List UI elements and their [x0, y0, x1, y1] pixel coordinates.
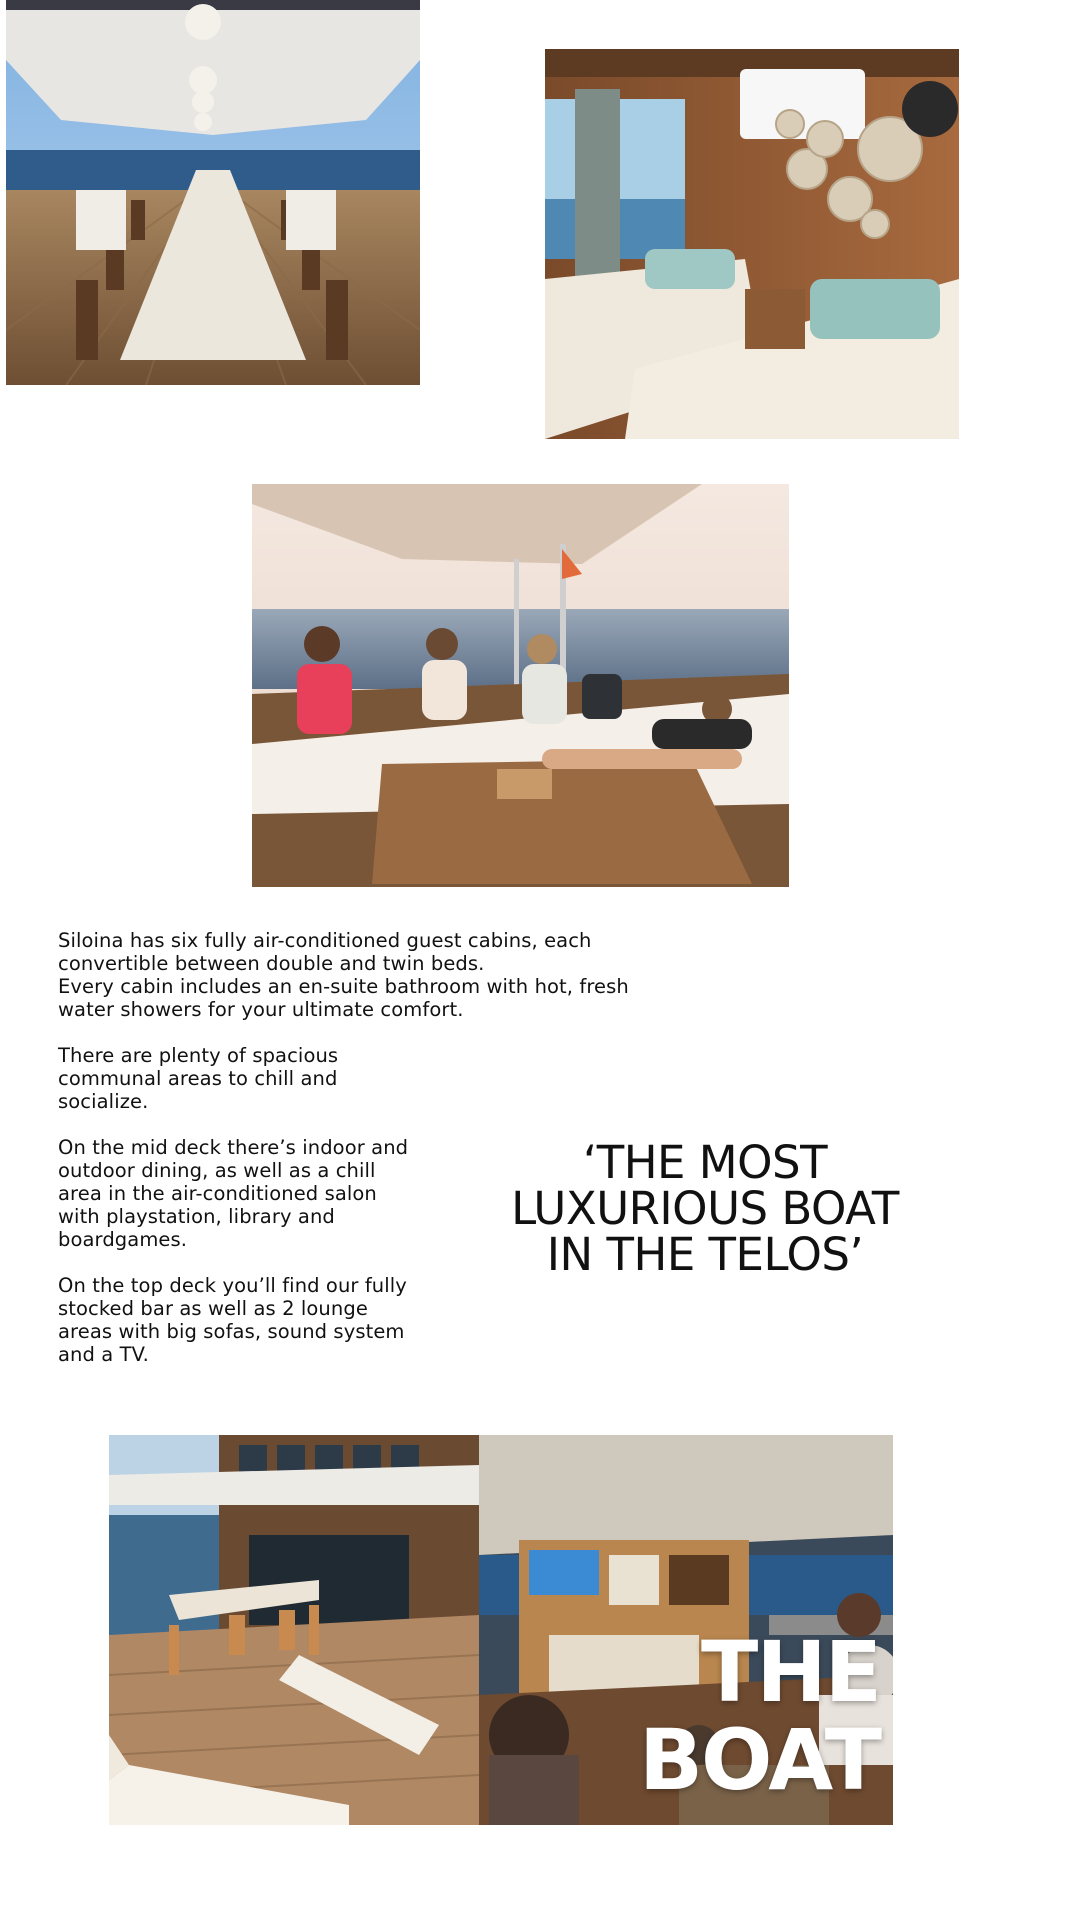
- intro-line-bathroom: Every cabin includes an en-suite bathroom with hot, fresh water showers for your ultimate comfort.: [58, 975, 629, 1021]
- deck-chairs-photo: [109, 1435, 479, 1825]
- communal-paragraph: There are plenty of spacious communal areas to chill and socialize.: [58, 1044, 339, 1113]
- intro-paragraph: [58, 929, 678, 1021]
- the-boat-headline: [580, 1623, 880, 1809]
- headline-line-1: THE: [701, 1623, 880, 1721]
- quote-line-1: ‘THE MOST: [582, 1136, 828, 1189]
- intro-line-cabins: Siloina has six fully air-conditioned guest cabins, each convertible between double and twin beds.: [58, 929, 592, 975]
- headline-line-2: BOAT: [639, 1711, 880, 1809]
- lounge-photo: [252, 484, 789, 887]
- quote-line-3: IN THE TELOS’: [546, 1228, 864, 1281]
- quote-line-2: LUXURIOUS BOAT: [511, 1182, 899, 1235]
- top-deck-paragraph: On the top deck you’ll find our fully stocked bar as well as 2 lounge areas with big sofas, sound system and a TV.: [58, 1274, 407, 1366]
- cabin-photo: [545, 49, 959, 439]
- dining-deck-photo: [6, 0, 420, 385]
- pull-quote: [490, 1136, 920, 1281]
- mid-deck-paragraph: On the mid deck there’s indoor and outdoor dining, as well as a chill area in the air-conditioned salon with playstation, library and boardgames.: [58, 1136, 409, 1251]
